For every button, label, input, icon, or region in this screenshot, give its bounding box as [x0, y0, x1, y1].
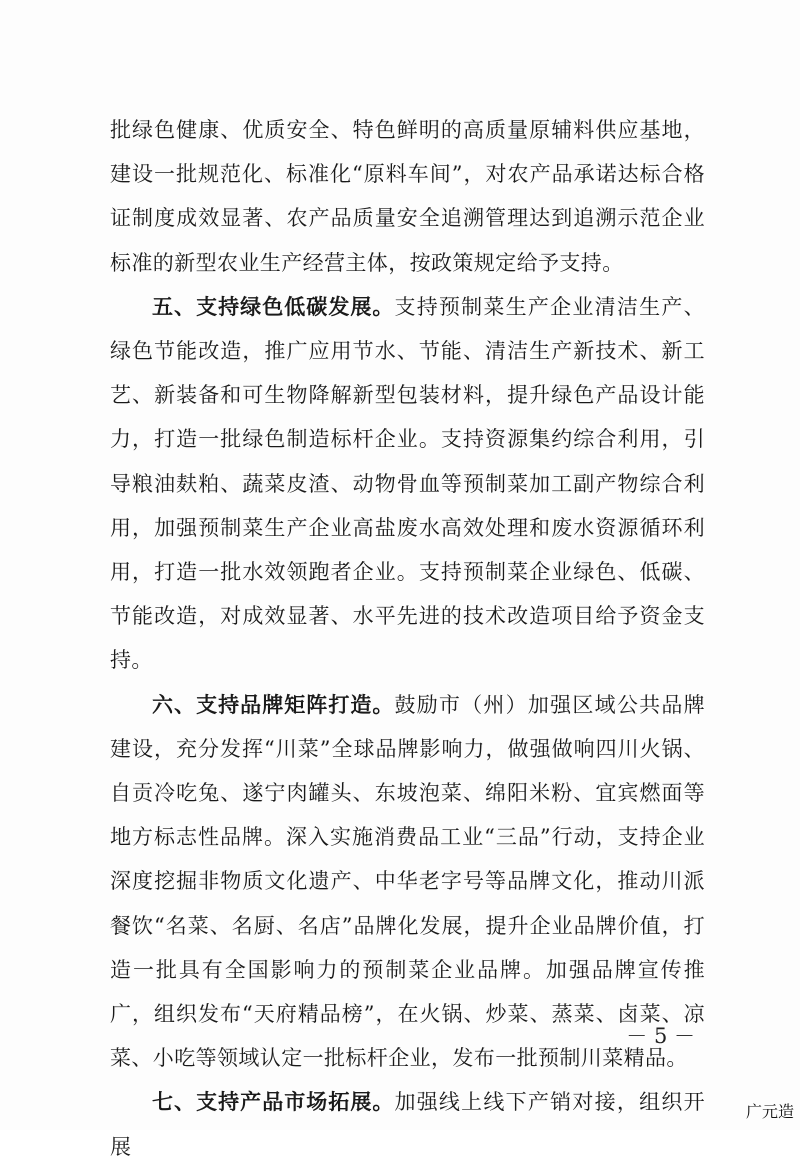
section-heading: 五、支持绿色低碳发展。	[152, 294, 395, 319]
corner-mark: 广元造	[745, 1102, 794, 1121]
page-number: － 5 －	[626, 1024, 695, 1048]
paragraph-continuation	[110, 108, 705, 285]
paragraph-section-6	[110, 683, 705, 1081]
paragraph-text: 加强线上线下产销对接，组织开展	[110, 1090, 705, 1159]
section-heading: 六、支持品牌矩阵打造。	[152, 692, 395, 717]
document-body	[110, 108, 705, 1169]
paragraph-section-7	[110, 1080, 705, 1168]
paragraph-section-5	[110, 285, 705, 683]
paragraph-text: 批绿色健康、优质安全、特色鲜明的高质量原辅料供应基地，建设一批规范化、标准化“原料车间”，对农产品承诺达标合格证制度成效显著、农产品质量安全追溯管理达到追溯示范企业标准的新型农业生产经营主体，按政策规定给予支持。	[110, 118, 705, 275]
paragraph-text: 支持预制菜生产企业清洁生产、绿色节能改造，推广应用节水、节能、清洁生产新技术、新工艺、新装备和可生物降解新型包装材料，提升绿色产品设计能力，打造一批绿色制造标杆企业。支持资源集约综合利用，引导粮油麸粕、蔬菜皮渣、动物骨血等预制菜加工副产物综合利用，加强预制菜生产企业高盐废水高效处理和废水资源循环利用，打造一批水效领跑者企业。支持预制菜企业绿色、低碳、节能改造，对成效显著、水平先进的技术改造项目给予资金支持。	[110, 294, 705, 673]
paragraph-text: 鼓励市（州）加强区域公共品牌建设，充分发挥“川菜”全球品牌影响力，做强做响四川火锅、自贡冷吃兔、遂宁肉罐头、东坡泡菜、绵阳米粉、宜宾燃面等地方标志性品牌。深入实施消费品工业“三品”行动，支持企业深度挖掘非物质文化遗产、中华老字号等品牌文化，推动川派餐饮“名菜、名厨、名店”品牌化发展，提升企业品牌价值，打造一批具有全国影响力的预制菜企业品牌。加强品牌宣传推广，组织发布“天府精品榜”，在火锅、炒菜、蒸菜、卤菜、凉菜、小吃等领域认定一批标杆企业，发布一批预制川菜精品。	[110, 692, 705, 1071]
section-heading: 七、支持产品市场拓展。	[152, 1090, 395, 1115]
